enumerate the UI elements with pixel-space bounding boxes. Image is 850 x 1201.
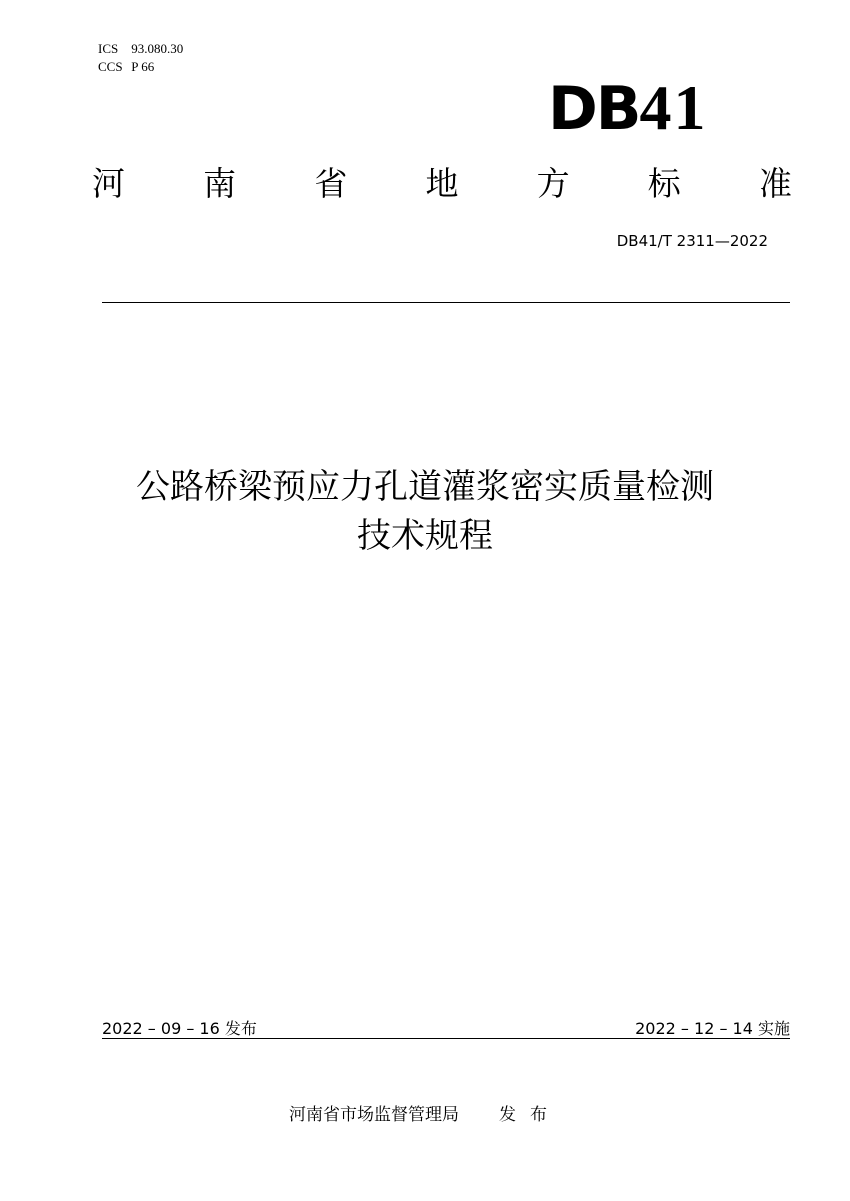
standard-type-char: 河 — [92, 164, 125, 203]
header-divider — [102, 302, 790, 303]
ics-value: 93.080.30 — [131, 41, 184, 56]
logo-code: 41 — [639, 72, 708, 143]
logo-prefix: DB — [548, 74, 640, 144]
standard-type-char: 省 — [314, 164, 348, 203]
ics-label: ICS — [98, 41, 119, 56]
ccs-line — [98, 58, 183, 76]
classification-codes — [98, 40, 183, 76]
standard-type-char: 地 — [425, 164, 459, 203]
ccs-value: P 66 — [131, 59, 155, 74]
date-row — [102, 1016, 790, 1039]
standard-type-char: 南 — [203, 164, 237, 203]
document-title-line-2: 技术规程 — [357, 516, 493, 556]
ccs-label: CCS — [98, 59, 123, 74]
issuer-line — [0, 1100, 850, 1125]
footer-divider — [102, 1038, 790, 1039]
release-date: 2022 – 09 – 16 发布 — [102, 1019, 257, 1038]
standard-type-heading — [92, 160, 792, 208]
document-title-line-1: 公路桥梁预应力孔道灌浆密实质量检测 — [136, 467, 714, 507]
standard-type-char: 准 — [758, 164, 792, 203]
ics-line — [98, 40, 183, 58]
effective-date: 2022 – 12 – 14 实施 — [635, 1019, 790, 1038]
issuer-name: 河南省市场监督管理局 — [289, 1105, 459, 1125]
standard-type-char: 方 — [536, 164, 570, 203]
db-logo — [548, 72, 708, 144]
issuer-action: 发布 — [499, 1105, 561, 1125]
standard-number: DB41/T 2311—2022 — [616, 232, 768, 250]
standard-type-char: 标 — [647, 164, 681, 203]
